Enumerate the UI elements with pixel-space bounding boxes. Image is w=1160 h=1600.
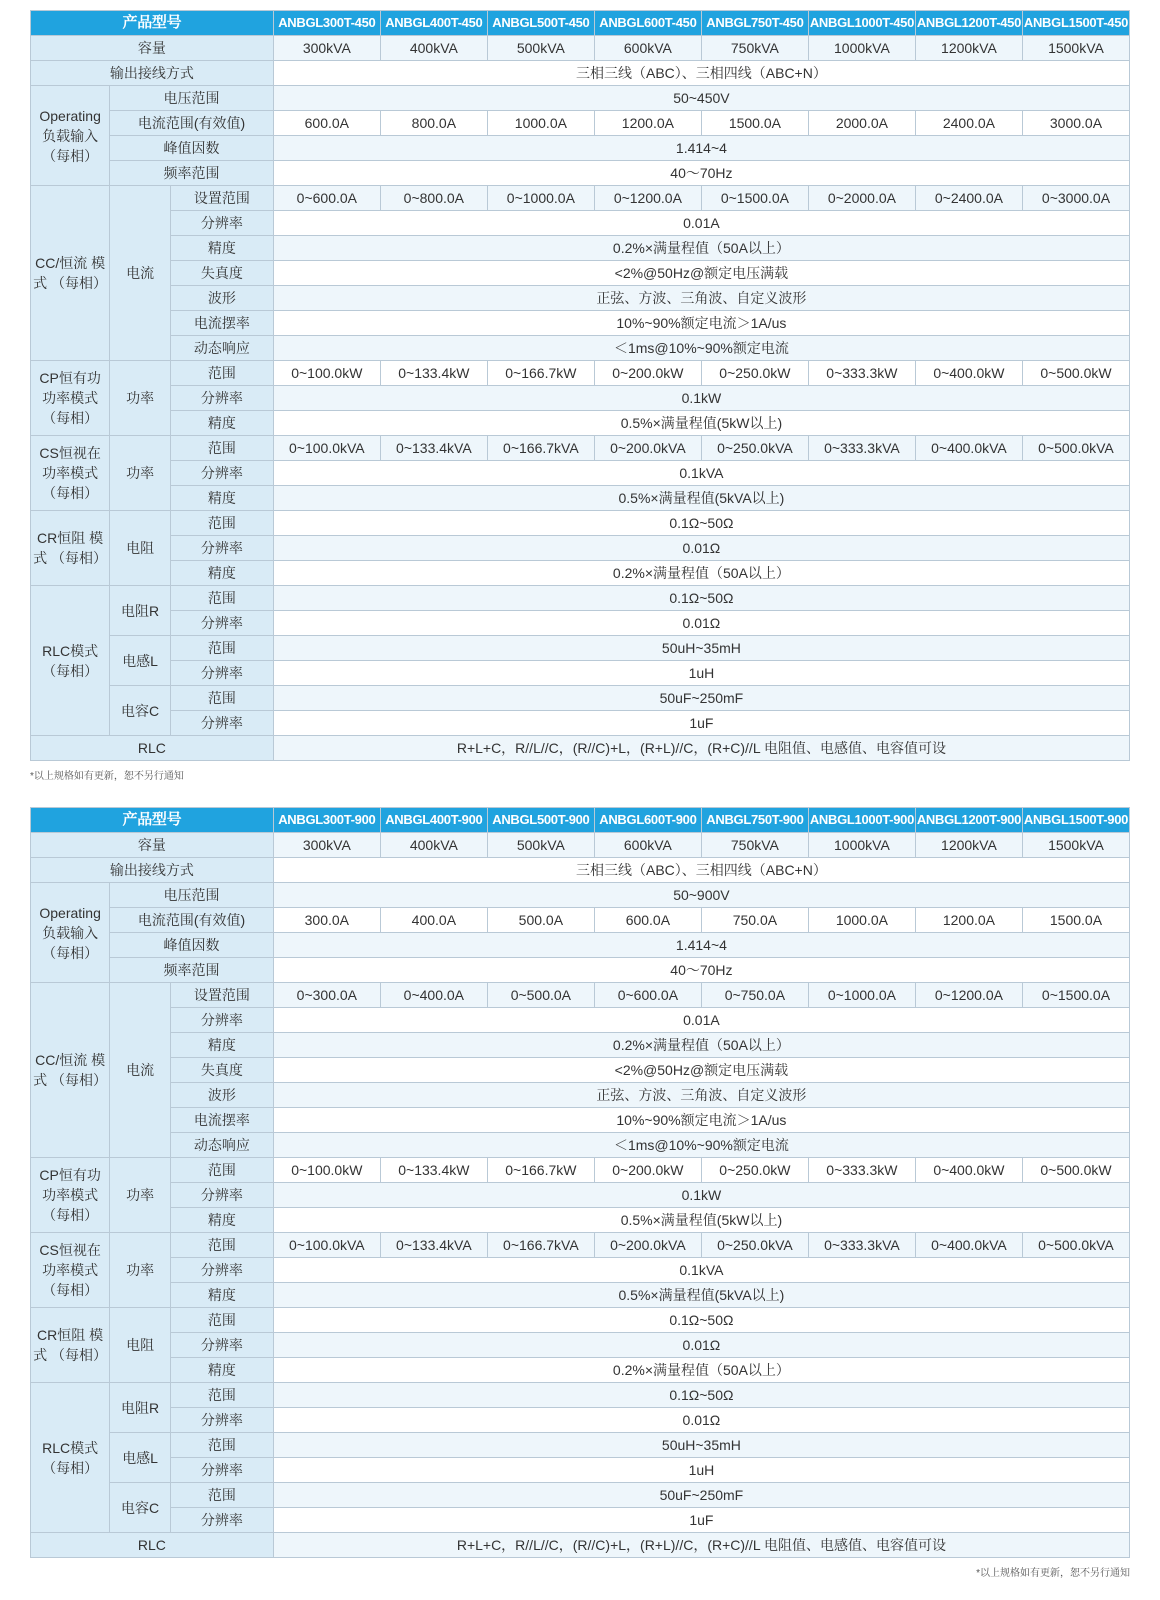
span-value-cell: 0.5%×满量程值(5kVA以上) xyxy=(273,486,1129,511)
span-value-cell: 1.414~4 xyxy=(273,933,1129,958)
spec-row xyxy=(31,858,1130,883)
category-cell: CR恒阻 模式 （每相） xyxy=(31,1308,110,1383)
value-cell: 0~133.4kW xyxy=(380,1158,487,1183)
value-cell: 600kVA xyxy=(594,36,701,61)
value-cell: 0~500.0kW xyxy=(1022,1158,1129,1183)
spec-row xyxy=(31,1183,1130,1208)
spec-row xyxy=(31,908,1130,933)
row-label: 动态响应 xyxy=(170,1133,273,1158)
span-value-cell: 0.01A xyxy=(273,211,1129,236)
spec-row xyxy=(31,386,1130,411)
group-cell: 电容C xyxy=(110,686,171,736)
row-label: 峰值因数 xyxy=(110,933,274,958)
group-cell: 功率 xyxy=(110,1158,171,1233)
row-label: 分辨率 xyxy=(170,1508,273,1533)
row-label: 输出接线方式 xyxy=(31,61,274,86)
row-label: 电流摆率 xyxy=(170,1108,273,1133)
span-value-cell: 三相三线（ABC）、三相四线（ABC+N） xyxy=(273,858,1129,883)
spec-row xyxy=(31,661,1130,686)
value-cell: 500kVA xyxy=(487,36,594,61)
value-cell: 0~400.0kW xyxy=(915,1158,1022,1183)
spec-row xyxy=(31,1008,1130,1033)
model-name: ANBGL1000T-900 xyxy=(808,808,915,833)
row-label: 分辨率 xyxy=(170,661,273,686)
row-label: 频率范围 xyxy=(110,161,274,186)
spec-row xyxy=(31,1533,1130,1558)
value-cell: 0~2400.0A xyxy=(915,186,1022,211)
span-value-cell: 50uH~35mH xyxy=(273,1433,1129,1458)
value-cell: 1000.0A xyxy=(808,908,915,933)
spec-row xyxy=(31,1158,1130,1183)
value-cell: 600kVA xyxy=(594,833,701,858)
model-name: ANBGL1500T-900 xyxy=(1022,808,1129,833)
span-value-cell: 1.414~4 xyxy=(273,136,1129,161)
spec-row xyxy=(31,1133,1130,1158)
category-cell: CC/恒流 模式 （每相） xyxy=(31,186,110,361)
span-value-cell: 40～70Hz xyxy=(273,161,1129,186)
row-label: 波形 xyxy=(170,1083,273,1108)
value-cell: 300kVA xyxy=(273,833,380,858)
model-name: ANBGL600T-900 xyxy=(594,808,701,833)
row-label: 失真度 xyxy=(170,261,273,286)
span-value-cell: 50uF~250mF xyxy=(273,686,1129,711)
row-label: 设置范围 xyxy=(170,983,273,1008)
spec-row xyxy=(31,611,1130,636)
span-value-cell: <2%@50Hz@额定电压满载 xyxy=(273,261,1129,286)
value-cell: 0~1500.0A xyxy=(701,186,808,211)
row-label: 频率范围 xyxy=(110,958,274,983)
spec-row xyxy=(31,211,1130,236)
header-row xyxy=(31,808,1130,833)
group-cell: 电流 xyxy=(110,186,171,361)
value-cell: 0~600.0A xyxy=(273,186,380,211)
row-label: 输出接线方式 xyxy=(31,858,274,883)
group-cell: 电阻 xyxy=(110,511,171,586)
span-value-cell: ＜1ms@10%~90%额定电流 xyxy=(273,1133,1129,1158)
span-value-cell: <2%@50Hz@额定电压满载 xyxy=(273,1058,1129,1083)
category-cell: RLC模式 （每相） xyxy=(31,1383,110,1533)
category-cell: Operating 负载输入 （每相） xyxy=(31,883,110,983)
value-cell: 0~100.0kVA xyxy=(273,1233,380,1258)
value-cell: 800.0A xyxy=(380,111,487,136)
span-value-cell: 0.1kW xyxy=(273,386,1129,411)
value-cell: 0~166.7kW xyxy=(487,361,594,386)
group-cell: 电阻R xyxy=(110,586,171,636)
value-cell: 0~133.4kW xyxy=(380,361,487,386)
spec-row xyxy=(31,958,1130,983)
row-label: 峰值因数 xyxy=(110,136,274,161)
value-cell: 0~600.0A xyxy=(594,983,701,1008)
value-cell: 0~400.0kW xyxy=(915,361,1022,386)
row-label: 范围 xyxy=(170,1433,273,1458)
value-cell: 0~2000.0A xyxy=(808,186,915,211)
spec-row xyxy=(31,1458,1130,1483)
row-label: 精度 xyxy=(170,1208,273,1233)
spec-row xyxy=(31,1333,1130,1358)
model-name: ANBGL1200T-450 xyxy=(915,11,1022,36)
spec-row xyxy=(31,561,1130,586)
spec-row xyxy=(31,1358,1130,1383)
span-value-cell: 0.2%×满量程值（50A以上） xyxy=(273,561,1129,586)
spec-row xyxy=(31,236,1130,261)
value-cell: 750kVA xyxy=(701,36,808,61)
row-label: 分辨率 xyxy=(170,211,273,236)
group-cell: 电容C xyxy=(110,1483,171,1533)
span-value-cell: R+L+C，R//L//C，(R//C)+L，(R+L)//C，(R+C)//L 电阻值、电感值、电容值可设 xyxy=(273,736,1129,761)
value-cell: 0~200.0kVA xyxy=(594,1233,701,1258)
value-cell: 2400.0A xyxy=(915,111,1022,136)
span-value-cell: 10%~90%额定电流＞1A/us xyxy=(273,311,1129,336)
spec-row xyxy=(31,486,1130,511)
row-label: 分辨率 xyxy=(170,611,273,636)
model-name: ANBGL750T-900 xyxy=(701,808,808,833)
value-cell: 750kVA xyxy=(701,833,808,858)
spec-row xyxy=(31,461,1130,486)
value-cell: 0~500.0kVA xyxy=(1022,1233,1129,1258)
row-label: 精度 xyxy=(170,1283,273,1308)
spec-row xyxy=(31,636,1130,661)
value-cell: 2000.0A xyxy=(808,111,915,136)
spec-row xyxy=(31,1208,1130,1233)
row-label: 电流摆率 xyxy=(170,311,273,336)
model-name: ANBGL400T-900 xyxy=(380,808,487,833)
span-value-cell: 0.5%×满量程值(5kW以上) xyxy=(273,1208,1129,1233)
span-value-cell: 1uH xyxy=(273,1458,1129,1483)
spec-row xyxy=(31,36,1130,61)
span-value-cell: 0.1Ω~50Ω xyxy=(273,1383,1129,1408)
group-cell: 电感L xyxy=(110,1433,171,1483)
span-value-cell: R+L+C，R//L//C，(R//C)+L，(R+L)//C，(R+C)//L 电阻值、电感值、电容值可设 xyxy=(273,1533,1129,1558)
span-value-cell: 0.1Ω~50Ω xyxy=(273,1308,1129,1333)
row-label: 分辨率 xyxy=(170,1458,273,1483)
span-value-cell: 0.01Ω xyxy=(273,611,1129,636)
row-label: 分辨率 xyxy=(170,461,273,486)
span-value-cell: 0.01Ω xyxy=(273,1333,1129,1358)
span-value-cell: 50~450V xyxy=(273,86,1129,111)
model-name: ANBGL1000T-450 xyxy=(808,11,915,36)
spec-row xyxy=(31,86,1130,111)
span-value-cell: 1uF xyxy=(273,711,1129,736)
value-cell: 0~500.0kW xyxy=(1022,361,1129,386)
spec-table xyxy=(30,10,1130,761)
spec-row xyxy=(31,1083,1130,1108)
spec-row xyxy=(31,736,1130,761)
spec-row xyxy=(31,336,1130,361)
value-cell: 1500kVA xyxy=(1022,36,1129,61)
row-label: 范围 xyxy=(170,436,273,461)
span-value-cell: 正弦、方波、三角波、自定义波形 xyxy=(273,286,1129,311)
value-cell: 0~500.0kVA xyxy=(1022,436,1129,461)
value-cell: 0~250.0kW xyxy=(701,361,808,386)
spec-row xyxy=(31,883,1130,908)
value-cell: 0~500.0A xyxy=(487,983,594,1008)
spec-row xyxy=(31,1258,1130,1283)
row-label: RLC xyxy=(31,736,274,761)
value-cell: 0~1200.0A xyxy=(594,186,701,211)
spec-row xyxy=(31,1233,1130,1258)
span-value-cell: 0.1kVA xyxy=(273,461,1129,486)
row-label: 失真度 xyxy=(170,1058,273,1083)
span-value-cell: 50~900V xyxy=(273,883,1129,908)
row-label: 精度 xyxy=(170,1033,273,1058)
model-name: ANBGL300T-900 xyxy=(273,808,380,833)
value-cell: 0~133.4kVA xyxy=(380,1233,487,1258)
row-label: 精度 xyxy=(170,1358,273,1383)
value-cell: 0~3000.0A xyxy=(1022,186,1129,211)
spec-table-body xyxy=(31,11,1130,761)
spec-table-body xyxy=(31,808,1130,1558)
row-label: 范围 xyxy=(170,1383,273,1408)
value-cell: 0~100.0kW xyxy=(273,361,380,386)
spec-sheet-900v xyxy=(30,807,1130,1579)
model-header: 产品型号 xyxy=(31,808,274,833)
spec-row xyxy=(31,983,1130,1008)
spec-table xyxy=(30,807,1130,1558)
value-cell: 3000.0A xyxy=(1022,111,1129,136)
value-cell: 0~1500.0A xyxy=(1022,983,1129,1008)
group-cell: 电阻 xyxy=(110,1308,171,1383)
value-cell: 0~250.0kVA xyxy=(701,436,808,461)
span-value-cell: 0.2%×满量程值（50A以上） xyxy=(273,1358,1129,1383)
span-value-cell: 0.1Ω~50Ω xyxy=(273,586,1129,611)
row-label: 分辨率 xyxy=(170,1008,273,1033)
row-label: 范围 xyxy=(170,586,273,611)
row-label: 范围 xyxy=(170,636,273,661)
model-name: ANBGL500T-450 xyxy=(487,11,594,36)
value-cell: 0~133.4kVA xyxy=(380,436,487,461)
span-value-cell: 40～70Hz xyxy=(273,958,1129,983)
spec-row xyxy=(31,411,1130,436)
value-cell: 0~1000.0A xyxy=(808,983,915,1008)
value-cell: 0~200.0kW xyxy=(594,361,701,386)
row-label: 电压范围 xyxy=(110,86,274,111)
value-cell: 400kVA xyxy=(380,833,487,858)
value-cell: 0~800.0A xyxy=(380,186,487,211)
row-label: 范围 xyxy=(170,1158,273,1183)
spec-row xyxy=(31,933,1130,958)
spec-row xyxy=(31,311,1130,336)
value-cell: 0~333.3kVA xyxy=(808,1233,915,1258)
value-cell: 0~166.7kVA xyxy=(487,1233,594,1258)
span-value-cell: 1uF xyxy=(273,1508,1129,1533)
value-cell: 0~200.0kVA xyxy=(594,436,701,461)
spec-row xyxy=(31,61,1130,86)
spec-row xyxy=(31,1058,1130,1083)
row-label: 范围 xyxy=(170,1308,273,1333)
value-cell: 0~1000.0A xyxy=(487,186,594,211)
span-value-cell: 50uH~35mH xyxy=(273,636,1129,661)
header-row xyxy=(31,11,1130,36)
value-cell: 0~166.7kVA xyxy=(487,436,594,461)
spec-row xyxy=(31,536,1130,561)
value-cell: 1000kVA xyxy=(808,36,915,61)
model-name: ANBGL1200T-900 xyxy=(915,808,1022,833)
span-value-cell: 0.2%×满量程值（50A以上） xyxy=(273,1033,1129,1058)
model-name: ANBGL300T-450 xyxy=(273,11,380,36)
category-cell: CR恒阻 模式 （每相） xyxy=(31,511,110,586)
spec-row xyxy=(31,1408,1130,1433)
value-cell: 0~166.7kW xyxy=(487,1158,594,1183)
row-label: 范围 xyxy=(170,511,273,536)
spec-row xyxy=(31,1033,1130,1058)
value-cell: 400kVA xyxy=(380,36,487,61)
spec-row xyxy=(31,686,1130,711)
value-cell: 1000kVA xyxy=(808,833,915,858)
value-cell: 0~200.0kW xyxy=(594,1158,701,1183)
value-cell: 1500.0A xyxy=(701,111,808,136)
row-label: 波形 xyxy=(170,286,273,311)
row-label: 精度 xyxy=(170,411,273,436)
spec-row xyxy=(31,1108,1130,1133)
span-value-cell: 三相三线（ABC）、三相四线（ABC+N） xyxy=(273,61,1129,86)
group-cell: 电流 xyxy=(110,983,171,1158)
row-label: 容量 xyxy=(31,36,274,61)
span-value-cell: 50uF~250mF xyxy=(273,1483,1129,1508)
value-cell: 0~100.0kW xyxy=(273,1158,380,1183)
model-name: ANBGL400T-450 xyxy=(380,11,487,36)
value-cell: 0~400.0A xyxy=(380,983,487,1008)
row-label: 电流范围(有效值) xyxy=(110,111,274,136)
value-cell: 300kVA xyxy=(273,36,380,61)
span-value-cell: 1uH xyxy=(273,661,1129,686)
value-cell: 300.0A xyxy=(273,908,380,933)
group-cell: 功率 xyxy=(110,361,171,436)
row-label: 电压范围 xyxy=(110,883,274,908)
span-value-cell: 正弦、方波、三角波、自定义波形 xyxy=(273,1083,1129,1108)
model-name: ANBGL500T-900 xyxy=(487,808,594,833)
value-cell: 400.0A xyxy=(380,908,487,933)
group-cell: 电感L xyxy=(110,636,171,686)
span-value-cell: 0.5%×满量程值(5kW以上) xyxy=(273,411,1129,436)
row-label: 电流范围(有效值) xyxy=(110,908,274,933)
value-cell: 1200kVA xyxy=(915,833,1022,858)
spec-row xyxy=(31,111,1130,136)
span-value-cell: ＜1ms@10%~90%额定电流 xyxy=(273,336,1129,361)
spec-row xyxy=(31,186,1130,211)
row-label: 动态响应 xyxy=(170,336,273,361)
span-value-cell: 0.01Ω xyxy=(273,1408,1129,1433)
spec-row xyxy=(31,1433,1130,1458)
category-cell: CC/恒流 模式 （每相） xyxy=(31,983,110,1158)
spec-row xyxy=(31,286,1130,311)
span-value-cell: 0.5%×满量程值(5kVA以上) xyxy=(273,1283,1129,1308)
model-name: ANBGL1500T-450 xyxy=(1022,11,1129,36)
value-cell: 1500.0A xyxy=(1022,908,1129,933)
value-cell: 0~100.0kVA xyxy=(273,436,380,461)
value-cell: 1200.0A xyxy=(915,908,1022,933)
group-cell: 电阻R xyxy=(110,1383,171,1433)
value-cell: 600.0A xyxy=(273,111,380,136)
group-cell: 功率 xyxy=(110,1233,171,1308)
span-value-cell: 0.1Ω~50Ω xyxy=(273,511,1129,536)
spec-row xyxy=(31,511,1130,536)
value-cell: 500.0A xyxy=(487,908,594,933)
row-label: 范围 xyxy=(170,1483,273,1508)
category-cell: CP恒有功 功率模式 （每相） xyxy=(31,1158,110,1233)
span-value-cell: 0.2%×满量程值（50A以上） xyxy=(273,236,1129,261)
row-label: 分辨率 xyxy=(170,1258,273,1283)
spec-row xyxy=(31,833,1130,858)
row-label: 分辨率 xyxy=(170,1408,273,1433)
footnote: *以上规格如有更新，恕不另行通知 xyxy=(30,771,184,782)
spec-row xyxy=(31,436,1130,461)
model-name: ANBGL750T-450 xyxy=(701,11,808,36)
spec-sheet-450v xyxy=(30,10,1130,782)
spec-row xyxy=(31,361,1130,386)
row-label: 范围 xyxy=(170,686,273,711)
category-cell: CS恒视在 功率模式 （每相） xyxy=(31,1233,110,1308)
value-cell: 0~333.3kVA xyxy=(808,436,915,461)
group-cell: 功率 xyxy=(110,436,171,511)
row-label: 分辨率 xyxy=(170,1183,273,1208)
spec-row xyxy=(31,586,1130,611)
span-value-cell: 10%~90%额定电流＞1A/us xyxy=(273,1108,1129,1133)
value-cell: 0~400.0kVA xyxy=(915,436,1022,461)
row-label: 容量 xyxy=(31,833,274,858)
value-cell: 0~1200.0A xyxy=(915,983,1022,1008)
value-cell: 1200kVA xyxy=(915,36,1022,61)
value-cell: 0~250.0kVA xyxy=(701,1233,808,1258)
row-label: 范围 xyxy=(170,1233,273,1258)
model-name: ANBGL600T-450 xyxy=(594,11,701,36)
row-label: 精度 xyxy=(170,486,273,511)
row-label: 精度 xyxy=(170,561,273,586)
value-cell: 0~333.3kW xyxy=(808,361,915,386)
row-label: 分辨率 xyxy=(170,386,273,411)
value-cell: 0~750.0A xyxy=(701,983,808,1008)
value-cell: 0~400.0kVA xyxy=(915,1233,1022,1258)
spec-row xyxy=(31,1283,1130,1308)
value-cell: 0~333.3kW xyxy=(808,1158,915,1183)
spec-row xyxy=(31,1308,1130,1333)
row-label: 分辨率 xyxy=(170,711,273,736)
row-label: 分辨率 xyxy=(170,1333,273,1358)
row-label: 范围 xyxy=(170,361,273,386)
span-value-cell: 0.1kVA xyxy=(273,1258,1129,1283)
value-cell: 500kVA xyxy=(487,833,594,858)
value-cell: 0~300.0A xyxy=(273,983,380,1008)
category-cell: Operating 负载输入 （每相） xyxy=(31,86,110,186)
row-label: 设置范围 xyxy=(170,186,273,211)
span-value-cell: 0.01Ω xyxy=(273,536,1129,561)
category-cell: CS恒视在 功率模式 （每相） xyxy=(31,436,110,511)
value-cell: 750.0A xyxy=(701,908,808,933)
model-header: 产品型号 xyxy=(31,11,274,36)
span-value-cell: 0.1kW xyxy=(273,1183,1129,1208)
row-label: 精度 xyxy=(170,236,273,261)
value-cell: 1000.0A xyxy=(487,111,594,136)
category-cell: CP恒有功 功率模式 （每相） xyxy=(31,361,110,436)
row-label: 分辨率 xyxy=(170,536,273,561)
value-cell: 1500kVA xyxy=(1022,833,1129,858)
value-cell: 1200.0A xyxy=(594,111,701,136)
value-cell: 600.0A xyxy=(594,908,701,933)
spec-row xyxy=(31,261,1130,286)
spec-row xyxy=(31,136,1130,161)
spec-row xyxy=(31,1383,1130,1408)
row-label: RLC xyxy=(31,1533,274,1558)
category-cell: RLC模式 （每相） xyxy=(31,586,110,736)
spec-row xyxy=(31,711,1130,736)
spec-row xyxy=(31,161,1130,186)
spec-row xyxy=(31,1483,1130,1508)
value-cell: 0~250.0kW xyxy=(701,1158,808,1183)
spec-row xyxy=(31,1508,1130,1533)
span-value-cell: 0.01A xyxy=(273,1008,1129,1033)
footnote: *以上规格如有更新，恕不另行通知 xyxy=(976,1568,1130,1579)
